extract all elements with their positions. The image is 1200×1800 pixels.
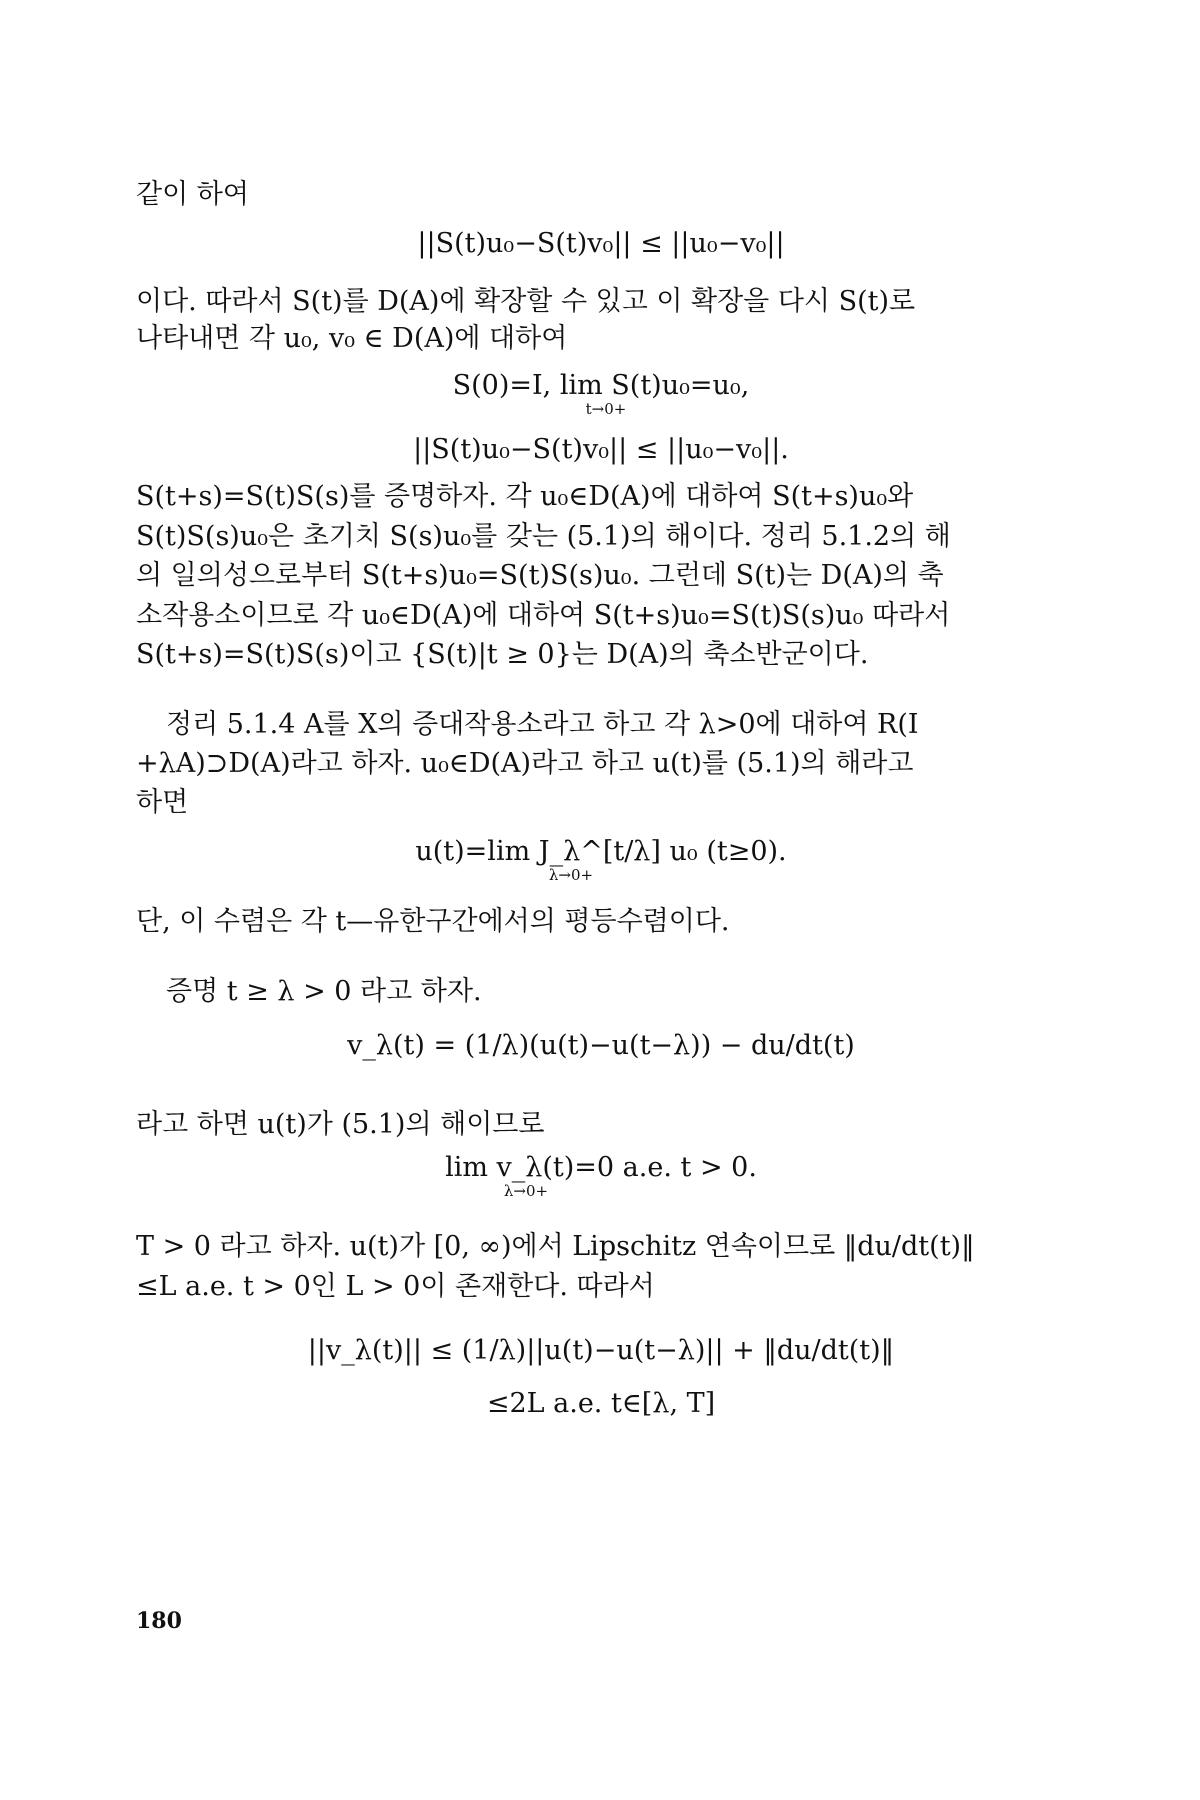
theorem-line-2: +λA)⊃D(A)라고 하자. u₀∈D(A)라고 하고 u(t)를 (5.1)의 해라고 bbox=[136, 748, 914, 779]
equation-5: v_λ(t) = (1/λ)(u(t)−u(t−λ)) − du/dt(t) bbox=[347, 1030, 855, 1061]
equation-4 bbox=[136, 836, 1066, 883]
equation-6-text: lim v_λ(t)=0 a.e. t > 0. bbox=[445, 1152, 757, 1183]
equation-4-limit-subscript: λ→0+ bbox=[548, 866, 594, 884]
text-line-5: S(t)S(s)u₀은 초기치 S(s)u₀를 갖는 (5.1)의 해이다. 정리 5.1.2의 해 bbox=[136, 521, 951, 552]
text-line-1: 같이 하여 bbox=[136, 179, 249, 210]
equation-2-limit-subscript: t→0+ bbox=[585, 400, 627, 418]
equation-6 bbox=[136, 1152, 1066, 1199]
equation-4-text: u(t)=lim J_λ^[t/λ] u₀ (t≥0). bbox=[415, 836, 787, 867]
text-line-4: S(t+s)=S(t)S(s)를 증명하자. 각 u₀∈D(A)에 대하여 S(t+s)u₀와 bbox=[136, 481, 914, 512]
equation-2-text: S(0)=I, lim S(t)u₀=u₀, bbox=[452, 370, 750, 401]
text-line-2: 이다. 따라서 S(t)를 D(A)에 확장할 수 있고 이 확장을 다시 S(t)로 bbox=[136, 286, 916, 317]
text-line-6: 의 일의성으로부터 S(t+s)u₀=S(t)S(s)u₀. 그런데 S(t)는 D(A)의 축 bbox=[136, 560, 944, 591]
theorem-line-1: 정리 5.1.4 A를 X의 증대작용소라고 하고 각 λ>0에 대하여 R(I bbox=[166, 709, 919, 740]
text-line-7: 소작용소이므로 각 u₀∈D(A)에 대하여 S(t+s)u₀=S(t)S(s)u₀ 따라서 bbox=[136, 600, 951, 631]
text-line-15: T > 0 라고 하자. u(t)가 [0, ∞)에서 Lipschitz 연속이므로 ‖du/dt(t)‖ bbox=[136, 1231, 975, 1262]
text-line-14: 라고 하면 u(t)가 (5.1)의 해이므로 bbox=[136, 1109, 545, 1140]
equation-6-limit-subscript: λ→0+ bbox=[503, 1182, 549, 1200]
text-line-3: 나타내면 각 u₀, v₀ ∈ D(A)에 대하여 bbox=[136, 323, 568, 354]
page-number: 180 bbox=[136, 1608, 182, 1634]
equation-1: ||S(t)u₀−S(t)v₀|| ≤ ||u₀−v₀|| bbox=[417, 228, 785, 259]
equation-8: ≤2L a.e. t∈[λ, T] bbox=[486, 1388, 716, 1419]
text-line-12: 단, 이 수렴은 각 t—유한구간에서의 평등수렴이다. bbox=[136, 906, 730, 937]
equation-2 bbox=[136, 370, 1066, 417]
text-line-8: S(t+s)=S(t)S(s)이고 {S(t)|t ≥ 0}는 D(A)의 축소반군이다. bbox=[136, 639, 869, 670]
equation-3: ||S(t)u₀−S(t)v₀|| ≤ ||u₀−v₀||. bbox=[413, 434, 789, 465]
theorem-line-3: 하면 bbox=[136, 787, 189, 818]
proof-line-1: 증명 t ≥ λ > 0 라고 하자. bbox=[166, 976, 482, 1007]
equation-7: ||v_λ(t)|| ≤ (1/λ)||u(t)−u(t−λ)|| + ‖du/dt(t)‖ bbox=[307, 1335, 895, 1366]
text-line-16: ≤L a.e. t > 0인 L > 0이 존재한다. 따라서 bbox=[136, 1271, 655, 1302]
